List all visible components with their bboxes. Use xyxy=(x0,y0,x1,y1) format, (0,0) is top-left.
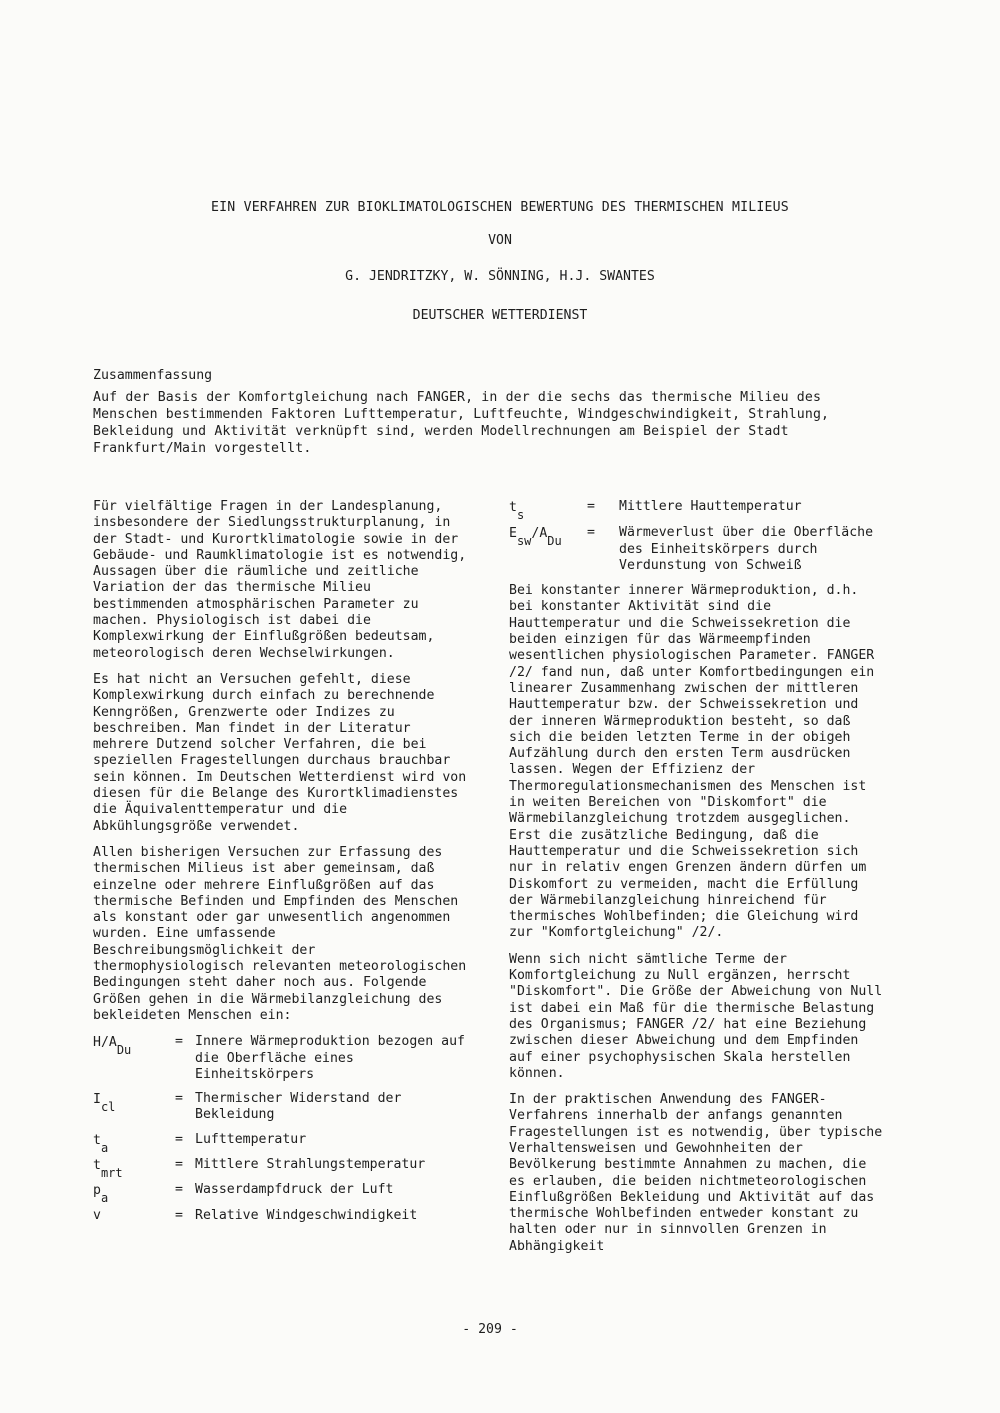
equals-sign: = xyxy=(175,1131,183,1147)
symbol-row xyxy=(93,1182,473,1206)
symbol-row xyxy=(93,1034,473,1083)
von-label: VON xyxy=(488,233,512,248)
symbol: $I_{cl}$ xyxy=(93,1092,116,1115)
symbol: v xyxy=(93,1207,101,1223)
symbol: $p_a$ xyxy=(93,1183,109,1206)
paragraph: Es hat nicht an Versuchen gefehlt, diese Komplexwirkung durch einfach zu berechnende Kenngrößen, Grenzwerte oder Indizes zu beschreiben. Man findet in der Literatur mehrere Dutzend solcher Verfahren, die bei speziellen Fragestellungen durchaus brauchbar sein können. Im Deutschen Wetterdienst wird von diesen für die Belange des Kurortklimadienstes die Äquivalenttemperatur und die Abkühlungsgröße verwendet. xyxy=(93,671,467,834)
paragraph: Wenn sich nicht sämtliche Terme der Komfortgleichung zu Null ergänzen, herrscht "Diskomfort". Die Größe der Abweichung von Null ist dabei ein Maß für die thermische Belastung des Organismus; FANGER /2/ hat eine Beziehung zwischen dieser Abweichung und dem Empfinden auf einer psychophysischen Skala herstellen können. xyxy=(509,951,883,1081)
equals-sign: = xyxy=(175,1207,183,1223)
equals-sign: = xyxy=(587,525,595,541)
symbol-definition: Wasserdampfdruck der Luft xyxy=(195,1182,394,1198)
symbol-row xyxy=(93,1091,473,1124)
equals-sign: = xyxy=(587,499,595,514)
symbol: $E_{sw}/A_{Du}$ xyxy=(509,526,562,549)
symbol-row xyxy=(509,499,889,522)
symbol-row xyxy=(509,525,889,574)
authors: G. JENDRITZKY, W. SÖNNING, H.J. SWANTES xyxy=(345,269,655,284)
page-number: - 209 - xyxy=(462,1322,518,1337)
symbol-definition: Innere Wärmeproduktion bezogen auf die Oberfläche eines Einheitskörpers xyxy=(195,1034,465,1082)
symbol-row xyxy=(93,1156,473,1180)
paragraph: Bei konstanter innerer Wärmeproduktion, d.h. bei konstanter Aktivität sind die Hauttemperatur und die Schweissekretion die beiden einzigen für das Wärmeempfinden wesentlichen physiologischen Parameter. FANGER /2/ fand nun, daß unter Komfortbedingungen ein linearer Zusammenhang zwischen der mittleren Hauttemperatur bzw. der Schweissekretion und der inneren Wärmeproduktion besteht, so daß sich die beiden letzten Terme in der obigeh Aufzählung durch den ersten Term ausdrücken lassen. Wegen der Effizienz der Thermoregulationsmechanismen des Menschen ist in weiten Bereichen von "Diskomfort" die Wärmebilanzgleichung trotzdem ausgeglichen. Erst die zusätzliche Bedingung, daß die Hauttemperatur und die Schweissekretion sich nur in relativ engen Grenzen ändern dürfen um Diskomfort zu vermeiden, macht die Erfüllung der Wärmebilanzgleichung hinreichend für thermisches Wohlbefinden; die Gleichung wird zur "Komfortgleichung" /2/. xyxy=(509,583,875,941)
summary-heading: Zusammenfassung xyxy=(93,368,213,383)
paragraph: Allen bisherigen Versuchen zur Erfassung des thermischen Milieus ist aber gemeinsam, daß einzelne oder mehrere Einflußgrößen auf das thermische Befinden und Empfinden des Menschen als konstant oder gar unwesentlich angenommen wurden. Eine umfassende Beschreibungsmöglichkeit der thermophysiologisch relevanten meteorologischen Bedingungen steht daher noch aus. Folgende Größen gehen in die Wärmebilanzgleichung des bekleideten Menschen ein: xyxy=(93,844,467,1023)
symbol-definition: Thermischer Widerstand der Bekleidung xyxy=(195,1091,402,1123)
symbol: $H/A_{Du}$ xyxy=(93,1035,132,1058)
paper-title: EIN VERFAHREN ZUR BIOKLIMATOLOGISCHEN BEWERTUNG DES THERMISCHEN MILIEUS xyxy=(211,200,789,215)
symbol-definition: Wärmeverlust über die Oberfläche des Einheitskörpers durch Verdunstung von Schweiß xyxy=(619,525,874,573)
symbol-list xyxy=(93,1034,473,1224)
symbol: $t_s$ xyxy=(509,500,525,522)
left-column xyxy=(93,499,473,1232)
symbol: $t_{mrt}$ xyxy=(93,1157,123,1180)
symbol-row xyxy=(93,1131,473,1155)
summary-section xyxy=(93,368,893,457)
paragraph: Für vielfältige Fragen in der Landesplanung, insbesondere der Siedlungsstrukturplanung, in der Stadt- und Kurortklimatologie sowie in der Gebäude- und Raumklimatologie ist es notwendig, Aussagen über die räumliche und zeitliche Variation der das thermische Milieu bestimmenden atmosphärischen Parameter zu machen. Physiologisch ist dabei die Komplexwirkung der Einflußgrößen bedeutsam, meteorologisch deren Wechselwirkungen. xyxy=(93,499,467,661)
paragraph: In der praktischen Anwendung des FANGER-Verfahrens innerhalb der anfangs genannten Fragestellungen ist es notwendig, über typische Verhaltensweisen und Gewohnheiten der Bevölkerung bestimmte Annahmen zu machen, die es erlauben, die beiden nichtmeteorologischen Einflußgrößen Bekleidung und Aktivität auf das thermische Wohlbefinden entweder konstant zu halten oder nur in sinnvollen Grenzen in Abhängigkeit xyxy=(509,1092,883,1254)
symbol-list xyxy=(509,499,889,574)
institution: DEUTSCHER WETTERDIENST xyxy=(412,308,588,323)
equals-sign: = xyxy=(175,1034,183,1050)
equals-sign: = xyxy=(175,1182,183,1198)
symbol-definition: Relative Windgeschwindigkeit xyxy=(195,1207,418,1223)
symbol-definition: Lufttemperatur xyxy=(195,1131,307,1147)
summary-text: Auf der Basis der Komfortgleichung nach FANGER, in der die sechs das thermische Milieu des Menschen bestimmenden Faktoren Lufttemperatur, Luftfeuchte, Windgeschwindigkeit, Strahlung, Bekleidung und Aktivität verknüpft sind, werden Modellrechnungen am Beispiel der Stadt Frankfurt/Main vorgestellt. xyxy=(93,390,830,456)
equals-sign: = xyxy=(175,1091,183,1107)
symbol: $t_a$ xyxy=(93,1132,109,1155)
symbol-definition: Mittlere Hauttemperatur xyxy=(619,499,802,514)
equals-sign: = xyxy=(175,1156,183,1172)
symbol-row xyxy=(93,1208,473,1224)
symbol-definition: Mittlere Strahlungstemperatur xyxy=(195,1156,426,1172)
right-column xyxy=(509,499,889,1265)
